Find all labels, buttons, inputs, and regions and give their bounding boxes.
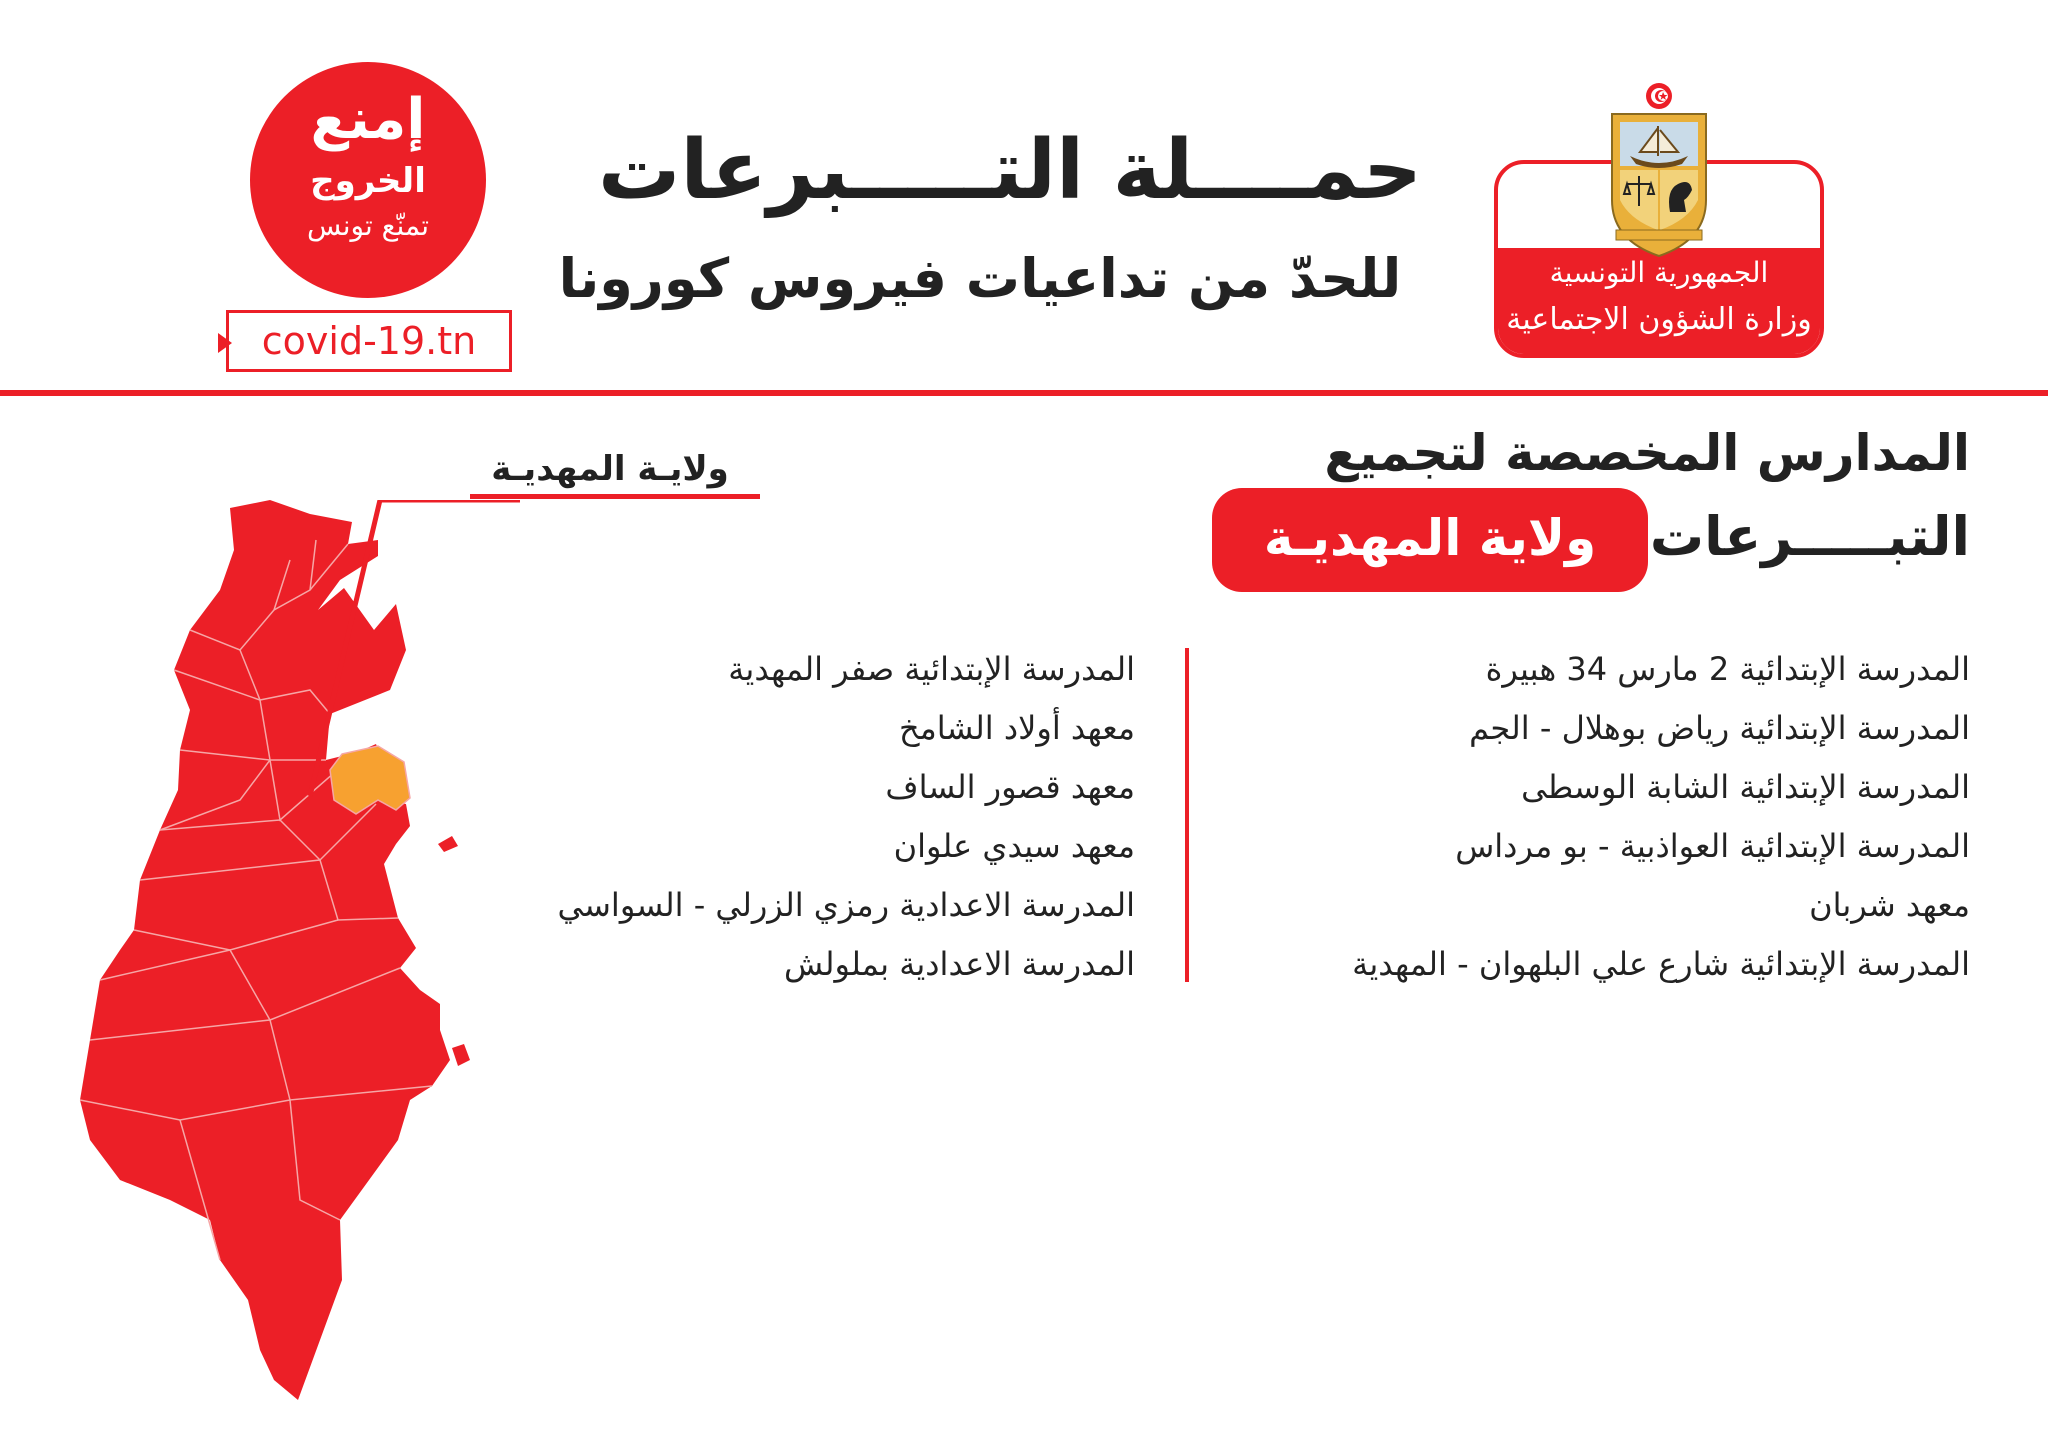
governorate-pill: ولاية المهديـة [1212, 488, 1648, 592]
ministry-name: وزارة الشؤون الاجتماعية [1506, 302, 1812, 337]
map-label: ولايـة المهديـة [491, 449, 729, 489]
header-divider [0, 390, 2048, 396]
list-item: معهد سيدي علوان [893, 827, 1135, 865]
list-item: المدرسة الإبتدائية العواذبية - بو مرداس [1455, 827, 1970, 865]
list-item: معهد قصور الساف [885, 768, 1135, 806]
list-item: المدرسة الإبتدائية شارع علي البلهوان - المهدية [1352, 945, 1970, 983]
page-subtitle: للحدّ من تداعيات فيروس كورونا [558, 247, 1402, 310]
ministry-country: الجمهورية التونسية [1549, 256, 1769, 289]
campaign-badge [250, 62, 486, 298]
coat-of-arms-icon [1600, 80, 1718, 260]
schools-list-right [1180, 640, 1970, 994]
badge-line-3: تمنّع تونس [307, 209, 429, 242]
list-item: معهد شربان [1809, 886, 1970, 924]
section-title-line-1: المدارس المخصصة لتجميع [1324, 424, 1970, 482]
list-item: المدرسة الاعدادية بملولش [783, 945, 1135, 983]
ministry-band [1498, 248, 1820, 354]
website-link[interactable]: covid-19.tn [226, 310, 512, 372]
list-item: معهد أولاد الشامخ [898, 709, 1135, 747]
section-title-line-2: التبـــــرعات [1649, 505, 1970, 568]
kerkennah-island [438, 836, 458, 852]
list-item: المدرسة الإبتدائية 2 مارس 34 هبيرة [1485, 650, 1970, 688]
list-item: المدرسة الإبتدائية رياض بوهلال - الجم [1469, 709, 1970, 747]
page-title: حمــــلة التـــــبرعات [597, 123, 1423, 218]
tunisia-outline [80, 500, 450, 1400]
list-item: المدرسة الإبتدائية صفر المهدية [728, 650, 1135, 688]
tunisia-map [60, 500, 520, 1410]
badge-line-2: الخروج [310, 161, 426, 201]
mahdia-highlight [330, 746, 410, 814]
list-item: المدرسة الاعدادية رمزي الزرلي - السواسي [557, 886, 1135, 924]
list-item: المدرسة الإبتدائية الشابة الوسطى [1521, 768, 1970, 806]
column-divider [1185, 648, 1189, 982]
map-label-underline [470, 494, 760, 499]
djerba-island [452, 1044, 470, 1066]
badge-line-1: إمنع [310, 87, 426, 152]
